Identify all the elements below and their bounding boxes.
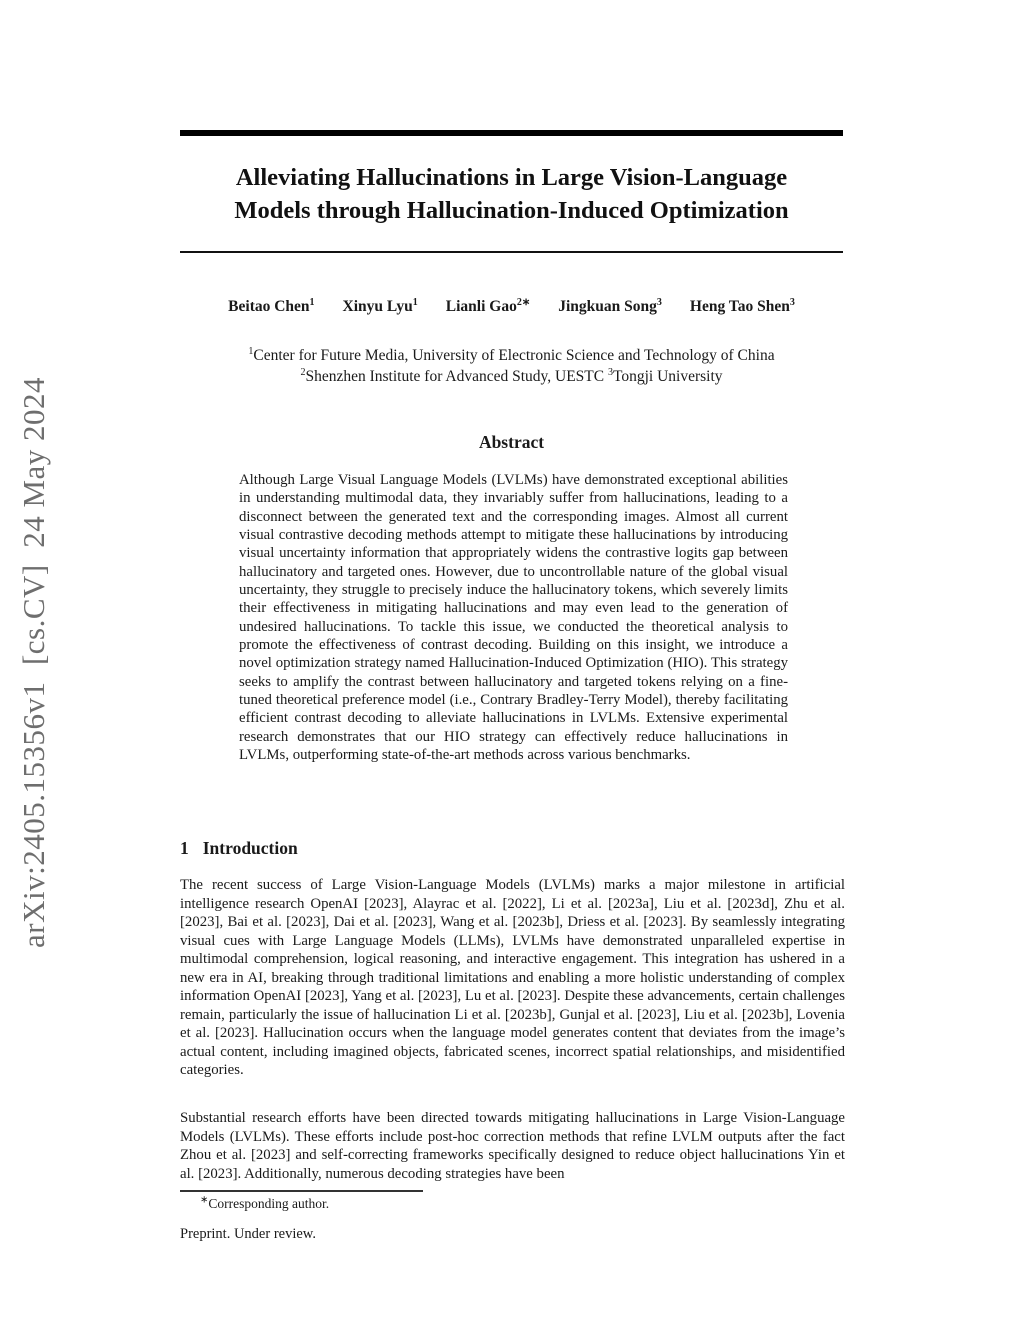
footnote-marker: ∗ [200,1194,209,1206]
corresponding-author-footnote [180,1196,843,1212]
affiliation-block [180,346,843,387]
section-title: Introduction [202,838,298,858]
author-name: Heng Tao Shen [689,298,790,315]
author-affiliation-mark: 2∗ [516,296,531,308]
author-list [180,297,843,317]
author-jingkuan-song [558,297,662,317]
author-affiliation-mark: 3 [789,296,795,308]
affiliation-line2 [180,367,843,388]
footnote-text: Corresponding author. [208,1196,330,1211]
title-top-rule [180,130,843,136]
author-name: Jingkuan Song [558,298,657,315]
abstract-heading: Abstract [478,432,545,452]
paper-title [180,161,843,227]
section-number: 1 [180,838,189,858]
affiliation-mark: 2 [300,366,306,378]
affiliation-text: Center for Future Media, University of Electronic Science and Technology of China [253,347,775,364]
author-lianli-gao [446,297,530,317]
author-beitao-chen [228,297,314,317]
author-heng-tao-shen [690,297,795,317]
affiliation-mark: 1 [248,345,254,357]
paper-title-line1: Alleviating Hallucinations in Large Vision-Language [235,164,788,191]
affiliation-text: Tongji University [612,367,723,385]
section-1-heading [180,838,298,859]
author-affiliation-mark: 3 [656,296,662,308]
intro-paragraph-1: The recent success of Large Vision-Language Models (LVLMs) marks a major milestone in artificial intelligence research OpenAI [2023], Alayrac et al. [2022], Li et al. [2023a], Liu et al. [2023d], Zhu et al. [2023], Bai et al. [2023], Dai et al. [2023], Wang et al. [2023b], Driess et al. [2023]. By seamlessly integrating visual cues with Large Language Models (LLMs), LVLMs have demonstrated unparalleled expertise in multimodal comprehension, logical reasoning, and interactive engagement. This integration has ushered in a new era in AI, breaking through traditional limitations and enabling a more holistic understanding of complex information OpenAI [2023], Yang et al. [2023], Lu et al. [2023]. Despite these advancements, certain challenges remain, particularly the issue of hallucination Li et al. [2023b], Gunjal et al. [2023], Liu et al. [2023b], Lovenia et al. [2023]. Hallucination occurs when the language model generates content that deviates from the image’s actual content, including imagined objects, fabricated scenes, incorrect spatial relationships, and misidentified categories. [180,877,845,1078]
author-affiliation-mark: 1 [412,296,418,308]
author-xinyu-lyu [343,297,418,317]
author-name: Beitao Chen [228,298,310,315]
affiliation-line1 [180,346,843,367]
abstract-text: Although Large Visual Language Models (LVLMs) have demonstrated exceptional abilities in understanding multimodal data, they invariably suffer from hallucinations, leading to a disconnect between the generated text and the corresponding images. Almost all current visual contrastive decoding methods attempt to mitigate these hallucinations by introducing visual uncertainty information that appropriately widens the contrastive logits gap between hallucinatory and targeted ones. However, due to uncontrollable nature of the global visual uncertainty, they struggle to precisely induce the hallucinatory tokens, which severely limits their effectiveness in mitigating hallucinations and may even lead to the generation of undesired hallucinations. To tackle this issue, we conducted the theoretical analysis to promote the effectiveness of contrast decoding. Building on this insight, we introduce a novel optimization strategy named Hallucination-Induced Optimization (HIO). This strategy seeks to amplify the contrast between hallucinatory and targeted tokens relying on a fine-tuned theoretical preference model (i.e., Contrary Bradley-Terry Model), thereby facilitating efficient contrast decoding to alleviate hallucinations in LVLMs. Extensive experimental research demonstrates that our HIO strategy can effectively reduce hallucinations in LVLMs, outperforming state-of-the-art methods across various benchmarks. [239,472,788,764]
intro-paragraph-2: Substantial research efforts have been directed towards mitigating hallucinations in Large Vision-Language Models (LVLMs). These efforts include post-hoc correction methods that refine LVLM outputs after the fact Zhou et al. [2023] and self-correcting frameworks specifically designed to reduce object hallucinations Yin et al. [2023]. Additionally, numerous decoding strategies have been [180,1110,845,1182]
author-affiliation-mark: 1 [309,296,315,308]
author-name: Lianli Gao [445,298,517,315]
affiliation-mark: 3 [607,366,613,378]
arxiv-watermark-label: arXiv:2405.15356v1 [cs.CV] 24 May 2024 [16,376,51,948]
affiliation-text: Shenzhen Institute for Advanced Study, UESTC [305,367,608,385]
preprint-status-line: Preprint. Under review. [180,1226,316,1242]
title-bottom-rule [180,251,843,253]
author-name: Xinyu Lyu [342,298,413,315]
footnote-rule [180,1190,423,1192]
paper-title-line2: Models through Hallucination-Induced Optimization [234,197,789,224]
